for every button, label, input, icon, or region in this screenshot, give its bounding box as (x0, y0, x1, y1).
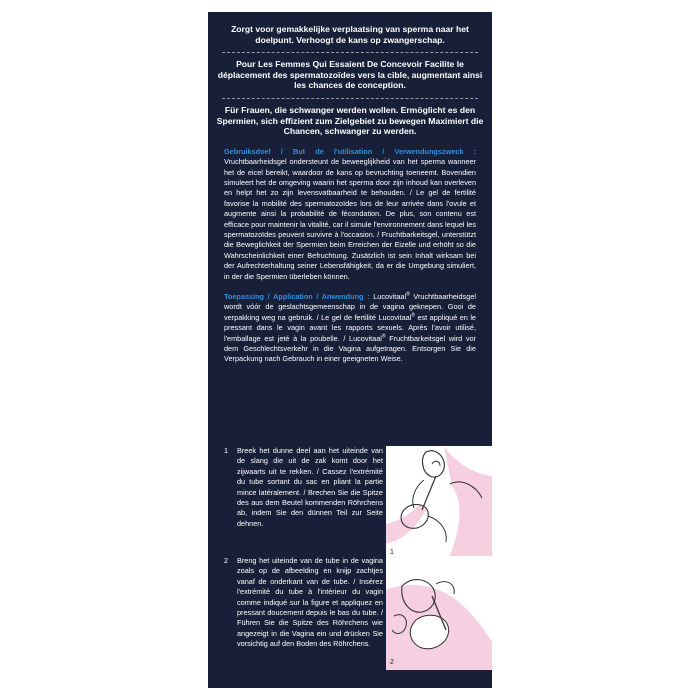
step-number: 1 (224, 446, 229, 455)
application-heading: Toepassing / Application / Anwendung : (224, 292, 370, 302)
purpose-text: Vruchtbaarheidsgel ondersteunt de beweeglijkheid van het sperma wanneer het de eicel bereikt, waardoor de kans op bevruchting toeneemt. Bovendien simuleert het de omgeving waarin het sperma door zijn inhoud kan overleven en helpt het zo zijn levensvatbaarheid te behouden. / Le gel de fertilité favorise la mobilité des spermatozoïdes lors de leur arrivée dans l'ovule et augmente ainsi la probabilité de fécondation. De plus, son contenu est efficace pour maintenir la vitalité, car il simule l'environnement dans lequel les spermatozoïdes peuvent survivre à l'occasion. / Fruchtbarkeitsgel, unterstützt die Beweglichkeit der Spermien beim Erreichen der Eizelle und erhöht so die Wahrscheinlichkeit einer Befruchtung. Zusätzlich ist sein Inhalt wirksam bei der Aufrechterhaltung seiner Lebensfähigkeit, da er die Umgebung simuliert, in der die Spermien überleben können. (224, 157, 476, 281)
figure-label: 2 (390, 659, 394, 666)
headline-french: Pour Les Femmes Qui Essaient De Concevoir Facilite le déplacement des spermatozoïdes vers la cible, augmentant ainsi les chances de conception. (217, 59, 483, 91)
purpose-section (208, 147, 492, 282)
step-2-illustration (386, 556, 492, 670)
divider (222, 98, 478, 99)
hands-breaking-tube-icon (386, 446, 492, 560)
headline-german: Für Frauen, die schwanger werden wollen. Ermöglicht es den Spermien, sich effizient zum Zielgebiet zu bewegen Maximiert die Chancen, schwanger zu werden. (216, 104, 484, 137)
registered-mark: ® (381, 333, 386, 340)
purpose-heading: Gebruiksdoel / But de l'utilisation / Verwendungszweck : (224, 146, 476, 156)
tube-insertion-icon (386, 556, 492, 670)
application-text-2: Vruchtbaarheidsgel wordt vóór de geslachtsgemeenschap in de vagina geknepen. Gooi de verpakking weg na gebruik. / Le gel de fertilité Lucovitaal (224, 292, 476, 322)
step-1-illustration (386, 446, 492, 560)
step-text: Breek het dunne deel aan het uiteinde van de slang die uit de zak komt door het zijwaarts uit te rekken. / Cassez l'extrémité du tube sortant du sac en pliant la partie mince latéralement. / Brechen Sie die Spitze des aus dem Beutel kommenden Röhrchens ab, indem Sie den dünnen Teil zur Seite dehnen. (237, 446, 383, 528)
leaflet-panel (208, 12, 492, 688)
step-number: 2 (224, 556, 229, 565)
figure-label: 1 (390, 549, 394, 556)
application-text-3: est appliqué en le pressant dans le vagin avant les rapports sexuels. Après l'avoir utilisé, l'emballage est jeté à la poubelle. / Lucovitaal (224, 312, 476, 343)
application-text-1: Lucovitaal (369, 292, 407, 302)
registered-mark: ® (411, 312, 415, 319)
application-section (208, 292, 492, 365)
step-text: Breng het uiteinde van de tube in de vagina zoals op de afbeelding en knijp zachtjes vanaf de onderkant van de tube. / Insérez l'extrémité du tube à l'intérieur du vagin comme indiqué sur la figure et appliquez en pressant doucement depuis le bas du tube. / Führen Sie die Spitze des Röhrchens wie angezeigt in die Vagina ein und drücken Sie vorsichtig auf den Boden des Röhrchens. (237, 556, 383, 649)
application-text-4: Fruchtbarkeitsgel wird vor dem Geschlechtsverkehr in die Vagina aufgetragen. Entsorgen Sie die Verpackung nach Gebrauch in einer geeigneten Weise. (224, 333, 476, 364)
registered-mark: ® (406, 291, 410, 298)
divider (222, 52, 478, 53)
headline-dutch: Zorgt voor gemakkelijke verplaatsing van sperma naar het doelpunt. Verhoogt de kans op zwangerschap. (231, 24, 469, 45)
